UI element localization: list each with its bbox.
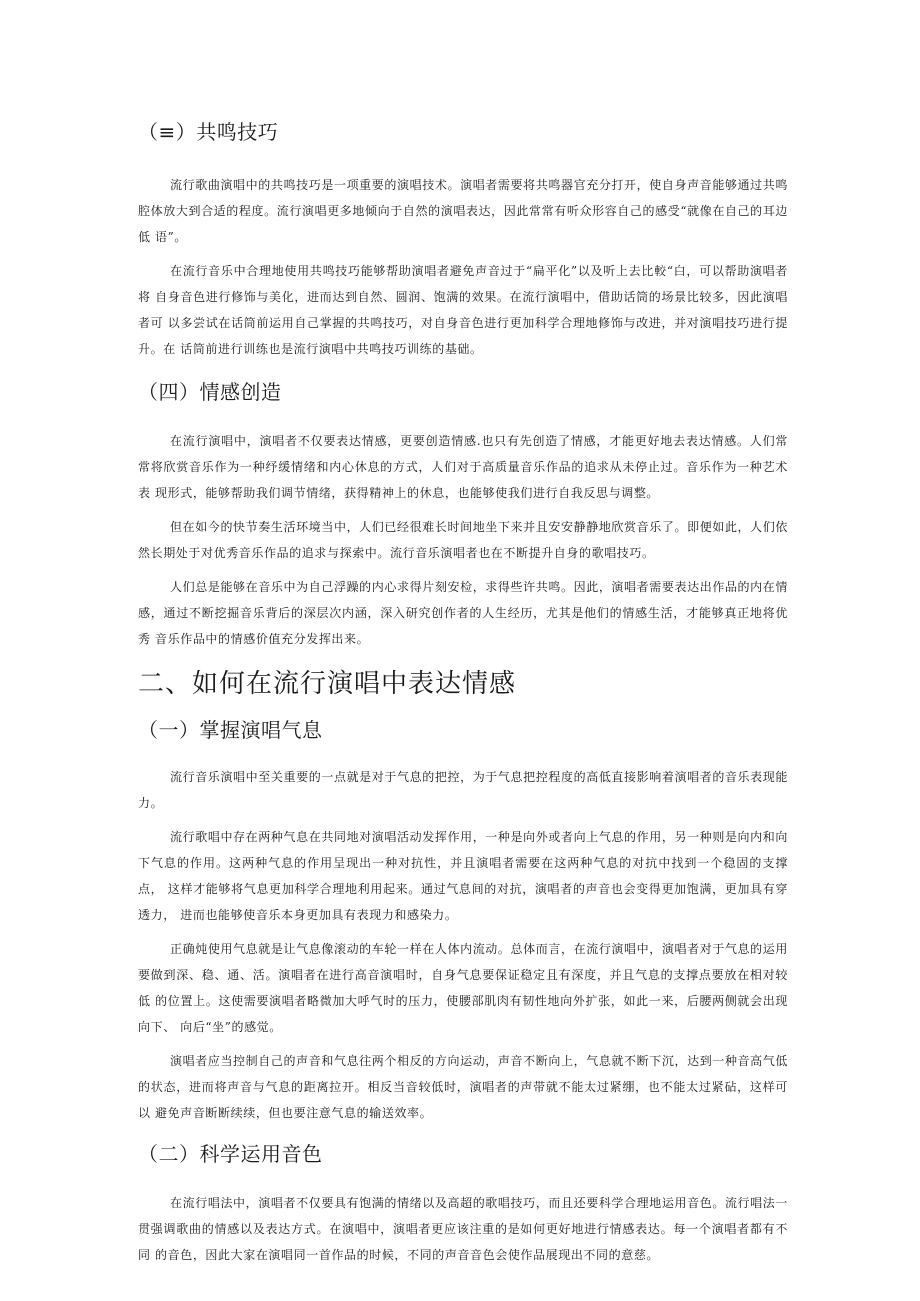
paragraph: 人们总是能够在音乐中为自己浮躁的内心求得片刻安检，求得些许共鸣。因此，演唱者需要表达出作品的内在情 感，通过不断挖掘音乐背后的深层次内涵，深入研究创作者的人生经历，尤其是他们的情感生活，才能够真正地将优秀 音乐作品中的情感价值充分发挥出来。 xyxy=(138,580,788,646)
paragraph: 正确炖使用气息就是让气息像滚动的车轮一样在人体内流动。总体而言，在流行演唱中，演唱者对于气息的运用 要做到深、稳、通、活。演唱者在进行高音演唱时，自身气息要保证稳定且有深度，并且气息的支撑点要放在相对较低 的位置上。这使需要演唱者略微加大呼气时的压力，使腰部肌肉有韧性地向外扩张，如此一来，后腰两侧就会出现向下、 向后“坐”的感觉。 xyxy=(138,942,788,1034)
paragraph: 但在如今的快节奏生活环境当中，人们已经很难长时间地坐下来并且安安静静地欣赏音乐了。即便如此，人们依 然长期处于对优秀音乐作品的追求与探索中。流行音乐演唱者也在不断提升自身的歌唱技巧。 xyxy=(138,520,788,560)
paragraph: 演唱者应当控制自己的声音和气息往两个相反的方向运动，声音不断向上，气息就不断下沉，达到一种音高气低 的状态，进而将声音与气息的距离拉开。相反当音较低时，演唱者的声带就不能太过紧绷，也不能太过紧砧，这样可以 避免声音断断续续，但也要注意气息的输送效率。 xyxy=(138,1054,788,1120)
paragraph: 流行歌唱中存在两种气息在共同地对演唱活动发挥作用，一种是向外或者向上气息的作用，另一种则是向内和向 下气息的作用。这两种气息的作用呈现出一种对抗性，并且演唱者需要在这两种气息的对抗中找到一个稳固的支撑点， 这样才能够将气息更加科学合理地利用起来。通过气息间的对抗，演唱者的声音也会变得更加饱满，更加具有穿透力， 进而也能够使音乐本身更加具有表现力和感染力。 xyxy=(138,830,788,922)
document-body xyxy=(138,118,788,1268)
paragraph: 在流行音乐中合理地使用共鸣技巧能够帮助演唱者避免声音过于“扁平化”以及听上去比較“白，可以帮助演唱者将 自身音色进行修饰与美化，进而达到自然、圆润、饱满的效果。在流行演唱中，借助话筒的场景比较多，因此演唱者可 以多尝试在话筒前运用自己掌握的共鸣技巧，对自身音色进行更加科学合理地修饰与改进，并对演唱技巧进行提升。在 话筒前进行训练也是流行演唱中共鸣技巧训练的基础。 xyxy=(138,264,788,356)
paragraph: 在流行唱法中，演唱者不仅要具有饱满的情绪以及高超的歌唱技巧，而且还要科学合理地运用音色。流行唱法一 贯强调歌曲的情感以及表达方式。在演唱中，演唱者更应该注重的是如何更好地进行情感表达。每一个演唱者都有不同 的音色，因此大家在演唱同一首作品的时候，不同的声音音色会使作品展现出不同的意慈。 xyxy=(138,1196,788,1262)
paragraph: 流行音乐演唱中至关重要的一点就是对于气息的把控，为于气息把控程度的高低直接影响着演唱者的音乐表现能 力。 xyxy=(138,770,788,810)
paragraph: 流行歌曲演唱中的共鸣技巧是一项重要的演唱技术。演唱者需要将共鸣器官充分打开，使自身声音能够通过共鸣 腔体放大到合适的程度。流行演唱更多地倾向于自然的演唱表达，因此常常有听众形容自己的感受“就像在自己的耳边低 语”。 xyxy=(138,178,788,244)
section-heading-resonance: （≡）共鸣技巧 xyxy=(138,120,279,144)
chapter-title: 二、如何在流行演唱中表达情感 xyxy=(138,669,517,699)
section-heading-emotion-creation: （四）情感创造 xyxy=(138,380,282,404)
paragraph: 在流行演唱中，演唱者不仅要表达情感，更要创造情感.也只有先创造了情感，才能更好地去表达情感。人们常 常将欣赏音乐作为一种纾缓情绪和内心休息的方式，人们对于高质量音乐作品的追求从未停止过。音乐作为一种艺术表 现形式，能够帮助我们调节情绪，获得精神上的休息，也能够使我们进行自我反思与调整。 xyxy=(138,434,788,500)
section-heading-timbre: （二）科学运用音色 xyxy=(138,1142,323,1166)
section-heading-breath: （一）掌握演唱气息 xyxy=(138,718,323,742)
